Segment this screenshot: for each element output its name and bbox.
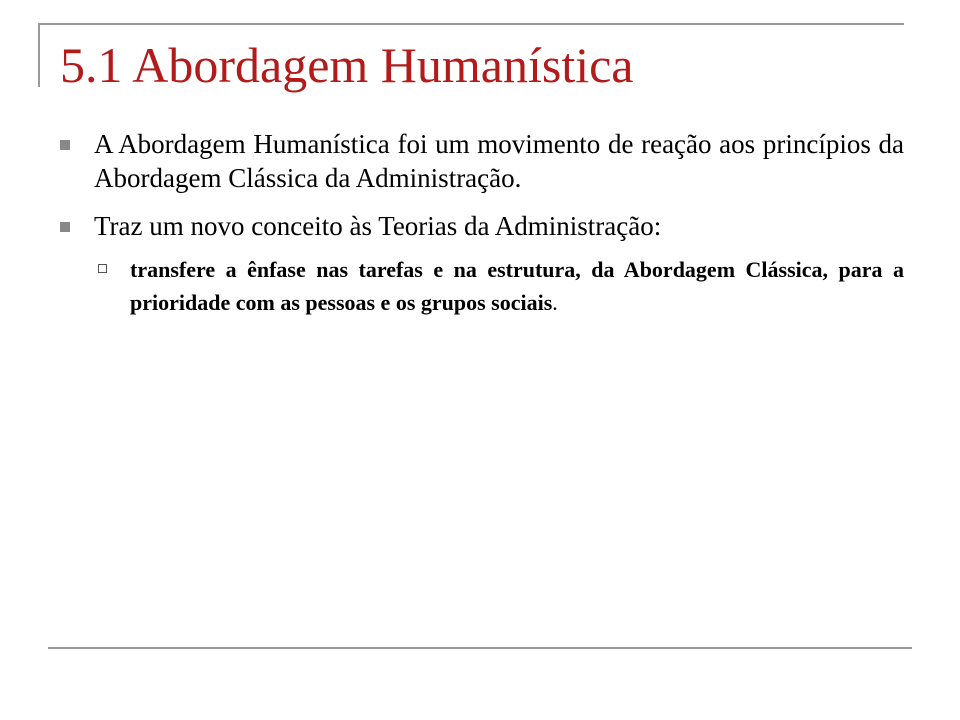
bottom-rule: [48, 647, 912, 649]
sub-bullet-item: [56, 253, 904, 319]
sub-bullet-text: transfere a ênfase nas tarefas e na estrutura, da Abordagem Clássica, para a prioridade com as pessoas e os grupos sociais: [130, 257, 904, 315]
bullet-text: Traz um novo conceito às Teorias da Administração:: [94, 211, 662, 241]
top-rule: [38, 23, 904, 25]
sub-bullet-period: .: [552, 290, 558, 315]
bullet-item: [56, 209, 904, 243]
square-bullet-icon: [60, 140, 70, 150]
checkbox-bullet-icon: [98, 264, 107, 273]
bullet-item: [56, 127, 904, 195]
slide-body: [56, 127, 904, 319]
bullet-text: A Abordagem Humanística foi um movimento de reação aos princípios da Abordagem Clássica da Administração.: [94, 129, 904, 193]
left-rule: [38, 23, 40, 87]
square-bullet-icon: [60, 222, 70, 232]
slide-title: 5.1 Abordagem Humanística: [60, 37, 634, 93]
